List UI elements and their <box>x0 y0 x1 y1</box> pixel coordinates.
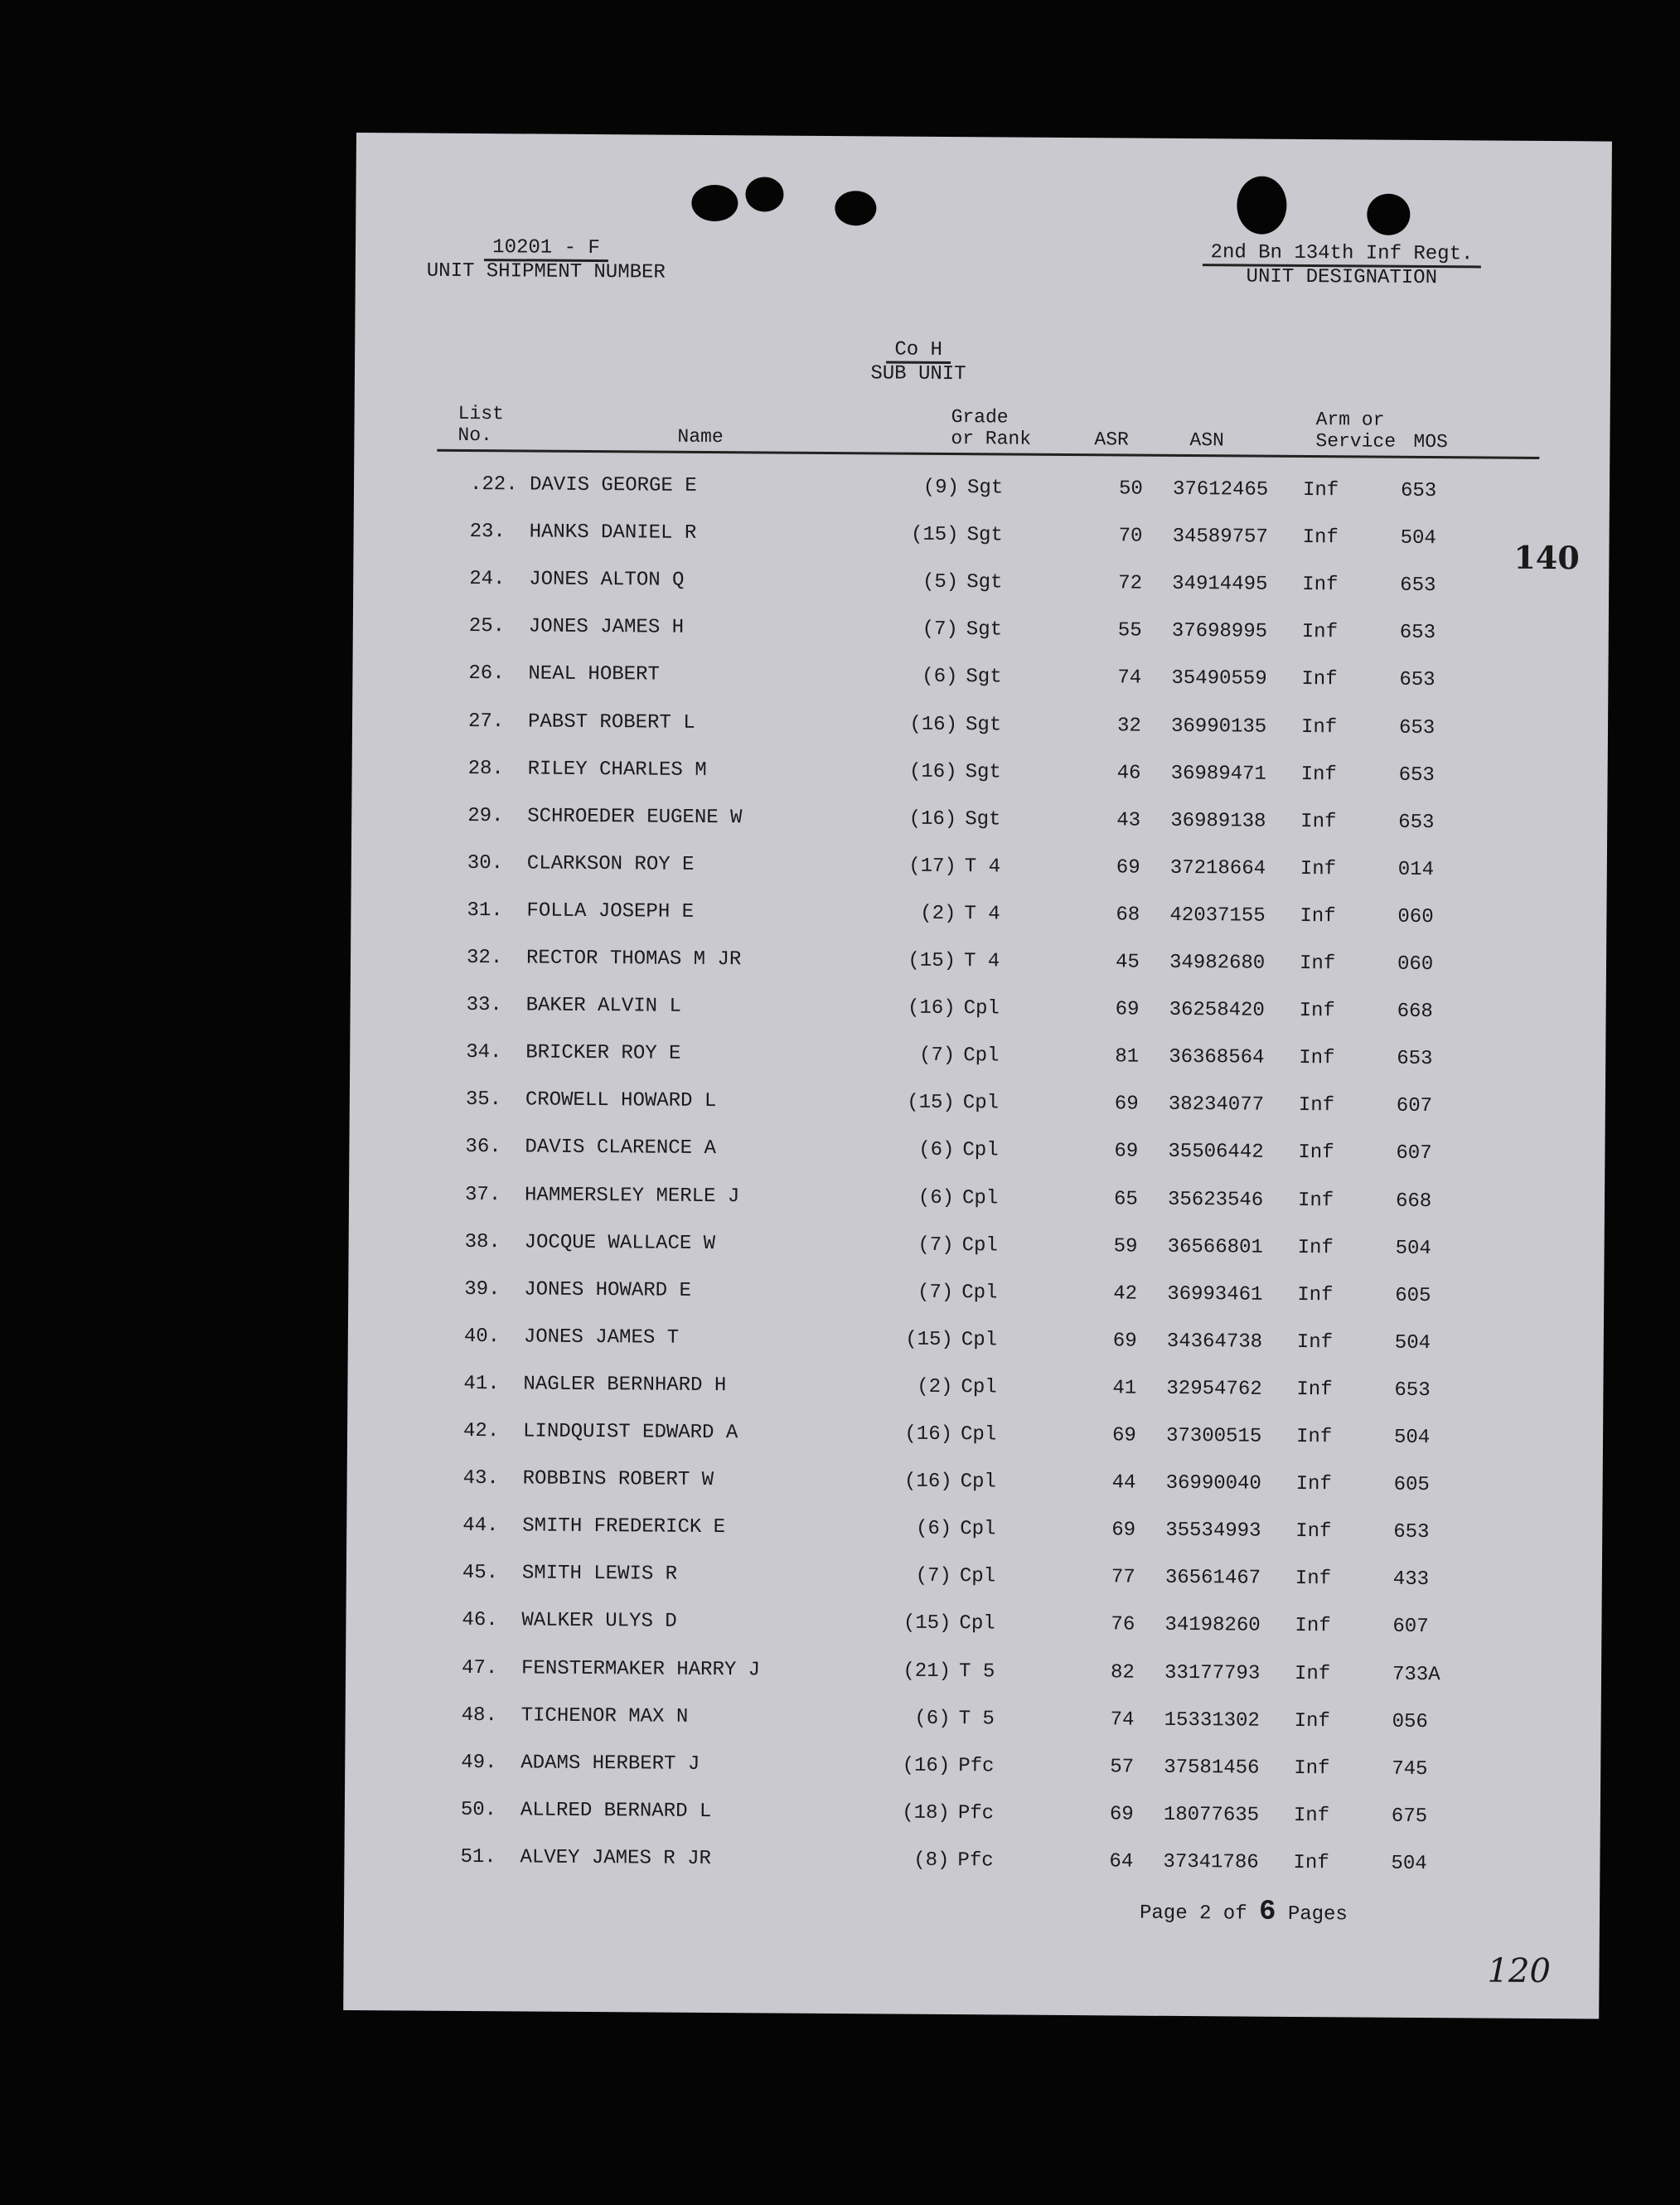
unit-designation: 2nd Bn 134th Inf Regt. <box>1202 242 1481 268</box>
asr-score: 50 <box>1118 477 1143 501</box>
service-number: 34198260 <box>1164 1614 1261 1638</box>
rank: Cpl <box>962 1092 1000 1115</box>
list-no: 47. <box>461 1656 498 1679</box>
asr-score: 42 <box>1113 1282 1138 1306</box>
rank: Cpl <box>961 1233 998 1258</box>
grade-code: (7) <box>922 618 958 642</box>
asr-score: 76 <box>1111 1613 1135 1636</box>
soldier-name: PABST ROBERT L <box>527 710 695 734</box>
soldier-name: SMITH LEWIS R <box>521 1562 678 1587</box>
asr-score: 69 <box>1116 856 1140 880</box>
sub-unit-block <box>852 339 985 385</box>
asr-score: 77 <box>1111 1566 1135 1589</box>
list-no: 46. <box>462 1609 498 1632</box>
grade-code: (15) <box>910 523 959 547</box>
table-row <box>351 946 1606 988</box>
asr-score: 69 <box>1111 1424 1136 1447</box>
col-list-no: List No. <box>458 402 504 447</box>
arm-service: Inf <box>1298 1141 1334 1165</box>
table-row <box>345 1798 1600 1840</box>
asr-score: 59 <box>1113 1235 1138 1258</box>
mos-code: 668 <box>1397 1000 1433 1024</box>
grade-code: (16) <box>908 760 957 783</box>
mos-code: 607 <box>1396 1142 1432 1166</box>
service-number: 34914495 <box>1172 573 1268 596</box>
grade-code: (7) <box>917 1281 954 1304</box>
soldier-name: RILEY CHARLES M <box>527 758 707 782</box>
mos-code: 605 <box>1393 1473 1430 1497</box>
rank: Sgt <box>966 666 1002 689</box>
asr-score: 81 <box>1115 1045 1140 1069</box>
rank: Cpl <box>959 1565 996 1588</box>
table-row <box>346 1466 1602 1509</box>
grade-code: (16) <box>907 996 956 1020</box>
list-no: 34. <box>466 1041 502 1064</box>
arm-service: Inf <box>1301 668 1338 691</box>
table-row <box>350 1040 1605 1083</box>
mos-code: 745 <box>1392 1757 1428 1781</box>
arm-service: Inf <box>1298 1094 1335 1117</box>
arm-service: Inf <box>1300 857 1337 881</box>
stamped-number: 140 <box>1513 538 1580 577</box>
list-no: 32. <box>466 946 503 970</box>
table-row <box>351 851 1607 894</box>
soldier-name: CROWELL HOWARD L <box>525 1088 717 1113</box>
page-suffix: Pages <box>1287 1902 1348 1926</box>
service-number: 42037155 <box>1169 904 1266 928</box>
soldier-name: LINDQUIST EDWARD A <box>522 1420 738 1445</box>
arm-service: Inf <box>1300 904 1336 928</box>
asr-score: 44 <box>1111 1471 1136 1495</box>
list-no: 44. <box>462 1514 499 1538</box>
arm-service: Inf <box>1295 1425 1333 1449</box>
mos-code: 653 <box>1398 763 1435 787</box>
unit-shipment-block <box>422 237 671 284</box>
table-row <box>348 1325 1604 1367</box>
service-number: 37612465 <box>1172 477 1269 502</box>
service-number: 34364738 <box>1166 1330 1263 1354</box>
rank: Sgt <box>966 618 1003 642</box>
mos-code: 668 <box>1395 1190 1432 1213</box>
list-no: 38. <box>464 1230 501 1253</box>
arm-service: Inf <box>1295 1520 1332 1544</box>
mos-code: 504 <box>1391 1852 1427 1875</box>
handwritten-number: 120 <box>1487 1951 1552 1991</box>
table-row <box>350 993 1605 1035</box>
mos-code: 504 <box>1394 1331 1431 1354</box>
arm-service: Inf <box>1294 1757 1330 1780</box>
page-prefix: Page 2 of <box>1139 1902 1247 1926</box>
list-no: 48. <box>461 1703 497 1727</box>
list-no: 29. <box>467 804 504 827</box>
service-number: 36258420 <box>1169 998 1265 1022</box>
rank: T 5 <box>958 1707 995 1731</box>
mos-code: 653 <box>1393 1520 1430 1544</box>
grade-code: (15) <box>905 1328 953 1351</box>
soldier-name: FENSTERMAKER HARRY J <box>520 1656 761 1681</box>
mos-code: 056 <box>1392 1710 1428 1733</box>
shipment-number-label: UNIT SHIPMENT NUMBER <box>426 259 666 284</box>
grade-code: (16) <box>904 1422 953 1447</box>
soldier-name: JONES JAMES T <box>523 1325 680 1350</box>
soldier-name: RECTOR THOMAS M JR <box>525 947 742 972</box>
arm-service: Inf <box>1295 1568 1332 1591</box>
asr-score: 46 <box>1116 762 1141 785</box>
service-number: 35534993 <box>1165 1519 1261 1543</box>
asr-score: 74 <box>1110 1708 1135 1732</box>
punch-hole <box>1367 194 1410 235</box>
service-number: 36993461 <box>1167 1282 1263 1306</box>
mos-code: 653 <box>1399 622 1436 645</box>
grade-code: (15) <box>903 1612 951 1636</box>
service-number: 37300515 <box>1165 1424 1262 1448</box>
rank: T 4 <box>963 950 1000 973</box>
service-number: 36989138 <box>1170 809 1266 833</box>
soldier-name: BRICKER ROY E <box>525 1041 681 1065</box>
rank: Cpl <box>961 1328 998 1352</box>
asr-score: 69 <box>1111 1519 1136 1542</box>
table-row <box>346 1608 1601 1650</box>
col-mos: MOS <box>1413 430 1448 453</box>
arm-service: Inf <box>1299 952 1336 976</box>
mos-code: 675 <box>1391 1805 1428 1828</box>
grade-code: (16) <box>902 1754 951 1777</box>
table-row <box>345 1751 1600 1793</box>
mos-code: 653 <box>1398 716 1436 739</box>
grade-code: (6) <box>922 666 958 689</box>
arm-service: Inf <box>1299 1047 1335 1070</box>
service-number: 37698995 <box>1171 620 1268 643</box>
rank: Cpl <box>963 997 1000 1020</box>
service-number: 38234077 <box>1168 1093 1265 1117</box>
table-row <box>345 1703 1600 1746</box>
arm-service: Inf <box>1300 810 1337 833</box>
service-number: 35623546 <box>1167 1188 1264 1212</box>
rank: T 5 <box>958 1660 995 1683</box>
mos-code: 653 <box>1394 1379 1431 1402</box>
shipment-number: 10201 - F <box>484 237 608 262</box>
punch-hole <box>835 191 876 225</box>
mos-code: 653 <box>1400 574 1436 598</box>
list-no: 37. <box>464 1183 501 1206</box>
arm-service: Inf <box>1297 1189 1334 1212</box>
service-number: 15331302 <box>1164 1708 1260 1732</box>
soldier-name: JONES JAMES H <box>528 615 685 640</box>
grade-code: (5) <box>922 570 959 594</box>
mos-code: 060 <box>1397 952 1434 976</box>
table-row <box>348 1230 1604 1272</box>
rank: Pfc <box>957 1849 994 1873</box>
rank: Sgt <box>965 713 1002 736</box>
mos-code: 433 <box>1392 1568 1430 1592</box>
soldier-name: DAVIS CLARENCE A <box>525 1136 716 1161</box>
table-row <box>348 1277 1604 1320</box>
mos-code: 653 <box>1399 669 1436 692</box>
grade-code: (8) <box>913 1849 950 1872</box>
table-row <box>346 1514 1602 1556</box>
rank: Pfc <box>958 1754 995 1778</box>
asr-score: 45 <box>1115 951 1140 974</box>
soldier-name: NAGLER BERNHARD H <box>523 1373 727 1398</box>
asr-score: 82 <box>1110 1660 1135 1684</box>
soldier-name: ROBBINS ROBERT W <box>522 1467 714 1492</box>
soldier-name: HAMMERSLEY MERLE J <box>524 1183 740 1208</box>
soldier-name: JONES HOWARD E <box>524 1278 691 1302</box>
grade-code: (6) <box>918 1139 955 1162</box>
asr-score: 55 <box>1117 619 1142 642</box>
arm-service: Inf <box>1297 1283 1334 1306</box>
punch-hole <box>1237 176 1286 234</box>
table-row <box>351 757 1607 799</box>
soldier-name: FOLLA JOSEPH E <box>526 899 695 923</box>
asr-score: 69 <box>1115 998 1140 1021</box>
table-row <box>344 1845 1600 1888</box>
service-number: 34982680 <box>1169 951 1266 975</box>
mos-code: 060 <box>1397 905 1434 928</box>
list-no: 49. <box>461 1751 497 1774</box>
asr-score: 72 <box>1118 572 1143 595</box>
service-number: 36990040 <box>1165 1471 1261 1495</box>
grade-code: (2) <box>920 902 956 925</box>
mos-code: 653 <box>1397 1047 1433 1071</box>
rank: Cpl <box>961 1376 997 1399</box>
table-row <box>353 614 1609 657</box>
soldier-name: ADAMS HERBERT J <box>520 1752 700 1776</box>
mos-code: 014 <box>1397 858 1435 881</box>
grade-code: (7) <box>917 1233 954 1257</box>
rank: Cpl <box>959 1612 995 1636</box>
mos-code: 605 <box>1395 1284 1431 1307</box>
grade-code: (7) <box>918 1044 956 1068</box>
sub-unit-label: SUB UNIT <box>870 362 966 386</box>
service-number: 18077635 <box>1163 1803 1260 1827</box>
arm-service: Inf <box>1295 1473 1332 1496</box>
grade-code: (17) <box>908 855 956 878</box>
rank: Sgt <box>965 807 1001 831</box>
rank: Cpl <box>962 1139 999 1162</box>
list-no: 36. <box>465 1136 501 1159</box>
table-row <box>349 1182 1605 1224</box>
asr-score: 68 <box>1116 904 1140 927</box>
list-no: 27. <box>467 710 505 733</box>
asr-score: 64 <box>1109 1850 1134 1873</box>
service-number: 36990135 <box>1170 715 1267 739</box>
asr-score: 74 <box>1117 666 1142 691</box>
grade-code: (2) <box>917 1375 953 1398</box>
soldier-name: BAKER ALVIN L <box>525 994 681 1018</box>
asr-score: 41 <box>1112 1377 1137 1400</box>
service-number: 36989471 <box>1170 762 1266 786</box>
grade-code: (15) <box>907 1091 955 1115</box>
rank: Sgt <box>966 524 1003 547</box>
table-row <box>353 567 1609 609</box>
arm-service: Inf <box>1296 1378 1333 1402</box>
rank: Cpl <box>961 1186 999 1209</box>
list-no: 43. <box>462 1467 499 1490</box>
page-total: 6 <box>1258 1896 1276 1928</box>
unit-designation-label: UNIT DESIGNATION <box>1246 265 1438 290</box>
col-asr: ASR <box>1094 429 1129 451</box>
mos-code: 653 <box>1398 811 1435 834</box>
table-row <box>353 520 1609 562</box>
col-asn: ASN <box>1189 429 1224 452</box>
arm-service: Inf <box>1300 715 1338 739</box>
rank: Pfc <box>957 1801 995 1825</box>
asr-score: 69 <box>1112 1330 1137 1353</box>
rank: Cpl <box>963 1044 1000 1068</box>
arm-service: Inf <box>1294 1709 1330 1732</box>
grade-code: (21) <box>903 1660 951 1683</box>
asr-score: 69 <box>1114 1093 1139 1116</box>
arm-service: Inf <box>1302 574 1339 597</box>
table-row <box>349 1135 1605 1177</box>
asr-score: 57 <box>1110 1756 1135 1779</box>
table-row <box>347 1419 1603 1461</box>
table-row <box>347 1372 1603 1414</box>
rank: Sgt <box>966 571 1003 594</box>
asr-score: 70 <box>1118 525 1143 548</box>
rank: T 4 <box>964 855 1001 879</box>
grade-code: (15) <box>908 949 956 973</box>
grade-code: (6) <box>915 1517 952 1541</box>
arm-service: Inf <box>1293 1851 1329 1875</box>
soldier-name: ALLRED BERNARD L <box>520 1799 712 1823</box>
list-no: 41. <box>463 1372 500 1396</box>
arm-service: Inf <box>1302 526 1339 550</box>
arm-service: Inf <box>1301 621 1339 644</box>
service-number: 34589757 <box>1172 525 1268 549</box>
list-no: 35. <box>465 1088 502 1112</box>
list-no: 25. <box>468 615 506 638</box>
list-no: 50. <box>460 1798 497 1822</box>
grade-code: (16) <box>903 1470 952 1494</box>
col-arm-service: Arm or Service <box>1315 409 1397 453</box>
list-no: 24. <box>469 568 506 591</box>
asr-score: 32 <box>1116 714 1141 738</box>
page-indicator <box>1140 1896 1348 1929</box>
service-number: 37218664 <box>1169 856 1266 880</box>
soldier-name: ALVEY JAMES R JR <box>520 1846 712 1870</box>
table-row <box>346 1561 1602 1603</box>
soldier-name: SCHROEDER EUGENE W <box>527 805 743 829</box>
service-number: 32954762 <box>1166 1377 1262 1401</box>
grade-code: (6) <box>914 1707 951 1730</box>
asr-score: 43 <box>1116 809 1141 832</box>
table-row <box>350 1088 1605 1130</box>
mos-code: 504 <box>1400 526 1436 550</box>
rank: Cpl <box>961 1281 998 1305</box>
service-number: 36566801 <box>1167 1235 1263 1259</box>
soldier-name: SMITH FREDERICK E <box>522 1514 726 1539</box>
asr-score: 69 <box>1114 1140 1139 1164</box>
mos-code: 504 <box>1393 1426 1431 1450</box>
list-no: 39. <box>464 1277 501 1301</box>
table-row <box>351 804 1607 846</box>
list-no: 51. <box>460 1845 496 1869</box>
rank: Cpl <box>960 1518 996 1541</box>
asr-score: 69 <box>1109 1803 1134 1826</box>
rank: Sgt <box>966 477 1004 500</box>
mos-code: 733A <box>1392 1663 1440 1686</box>
grade-code: (16) <box>909 713 958 736</box>
arm-service: Inf <box>1297 1236 1334 1259</box>
soldier-name: JOCQUE WALLACE W <box>524 1231 716 1255</box>
mos-code: 607 <box>1392 1616 1429 1639</box>
service-number: 33177793 <box>1164 1661 1261 1685</box>
mos-code: 653 <box>1400 479 1437 503</box>
soldier-name: TICHENOR MAX N <box>520 1704 689 1728</box>
table-row <box>352 709 1608 751</box>
table-row <box>346 1655 1601 1698</box>
soldier-name: NEAL HOBERT <box>528 662 660 686</box>
arm-service: Inf <box>1295 1615 1331 1638</box>
roster-page <box>343 133 1612 2019</box>
grade-code: (9) <box>922 476 960 500</box>
table-row <box>354 472 1610 515</box>
grade-code: (7) <box>915 1565 951 1588</box>
list-no: 30. <box>467 851 504 875</box>
list-no: 23. <box>469 521 506 544</box>
table-row <box>352 662 1608 704</box>
service-number: 36561467 <box>1164 1567 1261 1590</box>
arm-service: Inf <box>1299 1000 1335 1023</box>
list-no: 26. <box>468 662 505 686</box>
service-number: 37581456 <box>1164 1756 1260 1780</box>
soldier-name: DAVIS GEORGE E <box>529 473 697 497</box>
mos-code: 504 <box>1395 1237 1431 1260</box>
list-no: 28. <box>467 757 504 780</box>
arm-service: Inf <box>1294 1662 1331 1685</box>
rank: Cpl <box>960 1423 997 1447</box>
arm-service: Inf <box>1293 1804 1330 1828</box>
list-no: 45. <box>462 1562 499 1585</box>
soldier-name: CLARKSON ROY E <box>526 852 695 876</box>
unit-designation-block <box>1176 242 1508 290</box>
mos-code: 607 <box>1396 1095 1433 1118</box>
rank: Sgt <box>965 760 1001 784</box>
soldier-name: HANKS DANIEL R <box>529 521 697 545</box>
table-row <box>351 899 1606 941</box>
grade-code: (16) <box>908 807 957 831</box>
service-number: 37341786 <box>1163 1850 1259 1874</box>
sub-unit: Co H <box>886 339 951 364</box>
punch-hole <box>691 185 738 221</box>
service-number: 36368564 <box>1169 1046 1265 1069</box>
service-number: 35506442 <box>1168 1141 1264 1165</box>
grade-code: (18) <box>902 1801 950 1825</box>
arm-service: Inf <box>1302 478 1339 502</box>
list-no: 42. <box>462 1419 500 1443</box>
list-no: 33. <box>466 994 502 1017</box>
soldier-name: WALKER ULYS D <box>521 1609 677 1634</box>
arm-service: Inf <box>1300 763 1337 786</box>
list-no: .22. <box>469 472 518 497</box>
grade-code: (6) <box>917 1186 955 1209</box>
col-grade: Grade or Rank <box>951 406 1032 450</box>
list-no: 31. <box>467 899 503 923</box>
list-no: 40. <box>463 1325 501 1349</box>
rank: T 4 <box>964 903 1000 926</box>
rank: Cpl <box>960 1471 996 1494</box>
asr-score: 65 <box>1113 1187 1138 1211</box>
arm-service: Inf <box>1296 1330 1334 1354</box>
soldier-name: JONES ALTON Q <box>529 568 685 592</box>
col-name: Name <box>677 425 724 448</box>
punch-hole <box>745 177 783 211</box>
service-number: 35490559 <box>1171 667 1267 691</box>
